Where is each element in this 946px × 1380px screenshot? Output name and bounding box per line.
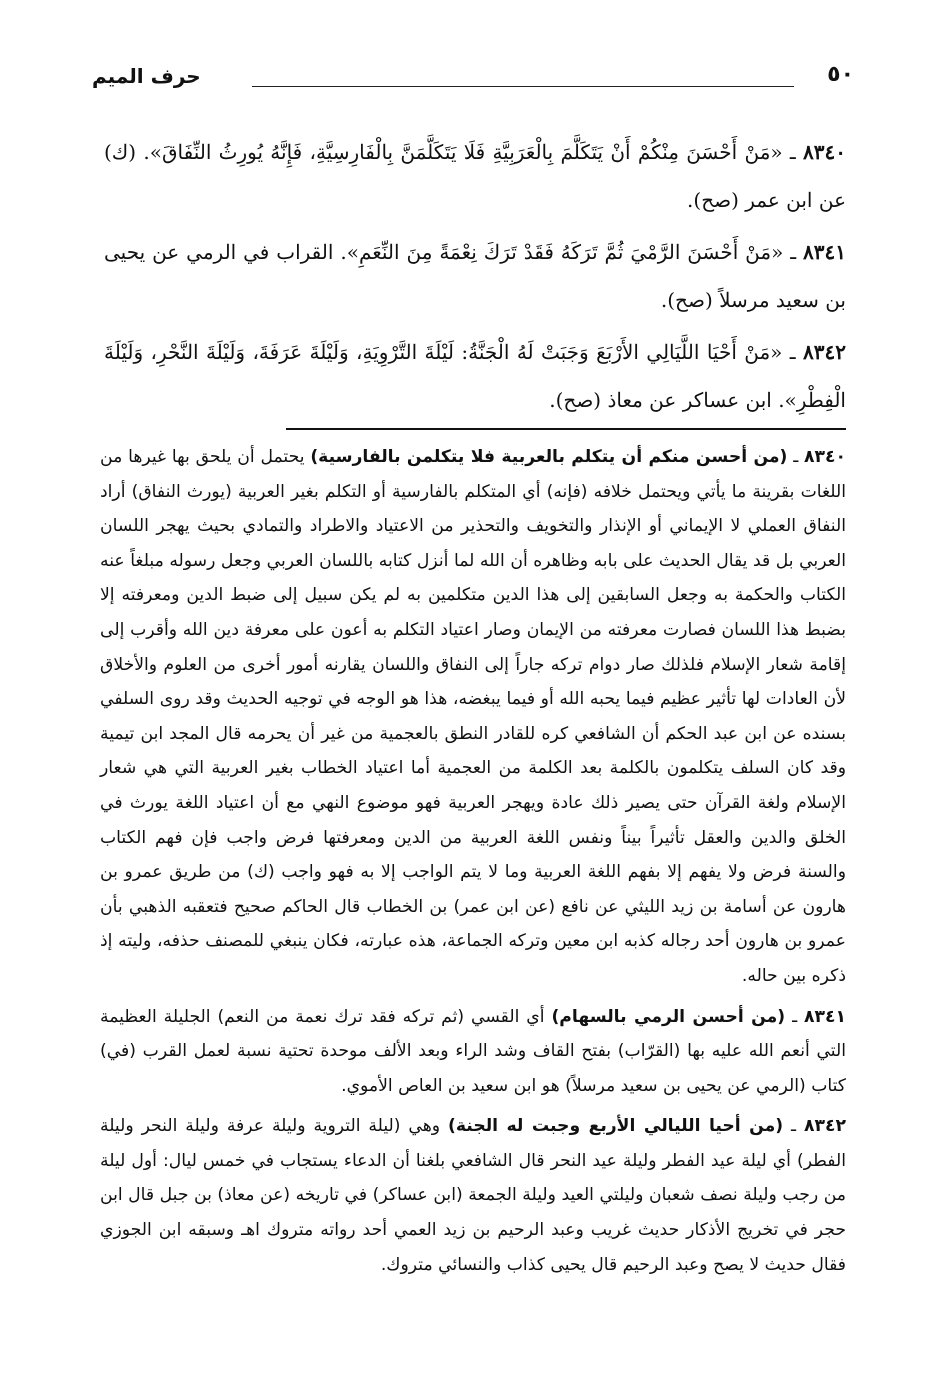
commentary-8341: ٨٣٤١ ـ (من أحسن الرمي بالسهام) أي القسي (ثم تركه فقد ترك نعمة من النعم) الجليلة العظيمة التي أنعم الله عليه بها (القرّاب) بفتح القاف وشد الراء وبعد الألف موحدة تحتية نسبة لعمل القرب (في) كتاب (الرمي عن يحيى بن سعيد مرسلاً) هو ابن سعيد بن العاص الأموي. bbox=[100, 1006, 846, 1096]
hadith-text: «مَنْ أَحْيَا اللَّيَالِي الأَرْبَعَ وَجَبَتْ لَهُ الْجَنَّةُ: لَيْلَةَ التَّرْوِيَةِ، وَلَيْلَةَ عَرَفَةَ، وَلَيْلَةَ النَّحْرِ، وَلَيْلَةَ الْفِطْرِ». bbox=[104, 340, 846, 412]
commentary-number: ٨٣٤٠ bbox=[804, 447, 847, 467]
hadith-source: القراب في الرمي عن يحيى بن سعيد مرسلاً (صح). bbox=[104, 240, 846, 312]
hadith-8341: ٨٣٤١ ـ «مَنْ أَحْسَنَ الرَّمْيَ ثُمَّ تَرَكَهُ فَقَدْ تَرَكَ نِعْمَةً مِنَ النِّعَمِ». القراب في الرمي عن يحيى بن سعيد مرسلاً (صح). bbox=[104, 240, 846, 312]
hadith-text: «مَنْ أَحْسَنَ مِنْكُمْ أَنْ يَتَكَلَّمَ بِالْعَرَبِيَّةِ فَلَا يَتَكَلَّمَنَّ بِالْفَارِسِيَّةِ، فَإِنَّهُ يُورِثُ النِّفَاقَ». bbox=[143, 140, 783, 164]
hadith-number: ٨٣٤٠ bbox=[803, 140, 847, 164]
commentary-8340: ٨٣٤٠ ـ (من أحسن منكم أن يتكلم بالعربية فلا يتكلمن بالفارسية) يحتمل أن يلحق بها غيرها من اللغات بقرينة ما يأتي ويحتمل خلافه (فإنه) أي المتكلم بالفارسية أو التكلم بغير العربية (يورث النفاق) أراد النفاق العملي لا الإيماني أو الإنذار والتخويف والتحذير من الاعتياد والاطراد والتمادي بحيث يهجر اللسان العربي بل قد يقال الحديث على بابه وظاهره أن الله لما أنزل كتابه باللسان العربي وجعل رسوله مبلغاً عنه الكتاب والحكمة به وجعل السابقين إلى هذا الدين متكلمين به لم يكن سبيل إلى ضبط الدين ومعرفته إلا بضبط هذا اللسان فصارت معرفته من الإيمان وصار اعتياد التكلم به أعون على معرفة دين الله وأقرب إلى إقامة شعار الإسلام فلذلك صار دوام تركه جاراً إلى النفاق واللسان يقارنه أمور أخرى من العلوم والأخلاق لأن العادات لها تأثير عظيم فيما يحبه الله أو فيما يبغضه، هذا هو الوجه في توجيه الحديث وقد روى السلفي بسنده عن ابن عبد الحكم أن الشافعي كره للقادر النطق بالعجمية من غير أن يحرمه قال المجد ابن تيمية وقد كان السلف يتكلمون بالكلمة بعد الكلمة من العجمية أما اعتياد الخطاب بغير العربية التي هي شعار الإسلام ولغة القرآن حتى يصير ذلك عادة ويهجر العربية فهو موضوع النهي مع أن اعتياد اللغة يورث في الخلق والدين والعقل تأثيراً بيناً ونفس اللغة العربية من الدين ومعرفتها فرض واجب فإن فهم الكتاب والسنة فرض ولا يفهم إلا بفهم اللغة العربية وما لا يتم الواجب إلا به فهو واجب (ك) من طريق عمرو بن هارون عن أسامة بن زيد الليثي عن نافع (عن ابن عمر) بن الخطاب قال الحاكم صحيح فتعقبه الذهبي بأن عمرو بن هارون أحد رجاله كذبه ابن معين وتركه الجماعة، هذه عبارته، فكان ينبغي للمصنف حذفه، وليته إذ ذكره بين حاله. bbox=[100, 447, 847, 986]
commentary-text: يحتمل أن يلحق بها غيرها من اللغات بقرينة ما يأتي ويحتمل خلافه (فإنه) أي المتكلم بالفارسية أو التكلم بغير العربية (يورث النفاق) أراد النفاق العملي لا الإيماني أو الإنذار والتخويف والتحذير من الاعتياد والاطراد والتمادي بحيث يهجر اللسان العربي بل قد يقال الحديث على بابه وظاهره أن الله لما أنزل كتابه باللسان العربي وجعل رسوله مبلغاً عنه الكتاب والحكمة به وجعل السابقين إلى هذا الدين متكلمين به لم يكن سبيل إلى ضبط الدين ومعرفته إلا بضبط هذا اللسان فصارت معرفته من الإيمان وصار اعتياد التكلم به أعون على معرفة دين الله وأقرب إلى إقامة شعار الإسلام فلذلك صار دوام تركه جاراً إلى النفاق واللسان يقارنه أمور أخرى من العلوم والأخلاق لأن العادات لها تأثير عظيم فيما يحبه الله أو فيما يبغضه، هذا هو الوجه في توجيه الحديث وقد روى السلفي بسنده عن ابن عبد الحكم أن الشافعي كره للقادر النطق بالعجمية من غير أن يحرمه قال المجد ابن تيمية وقد كان السلف يتكلمون بالكلمة بعد الكلمة من العجمية أما اعتياد الخطاب بغير العربية التي هي شعار الإسلام ولغة القرآن حتى يصير ذلك عادة ويهجر العربية فهو موضوع النهي مع أن اعتياد اللغة يورث في الخلق والدين والعقل تأثيراً بيناً ونفس اللغة العربية من الدين ومعرفتها فرض واجب فإن فهم الكتاب والسنة فرض ولا يفهم إلا بفهم اللغة العربية وما لا يتم الواجب إلا به فهو واجب (ك) من طريق عمرو بن هارون عن أسامة بن زيد الليثي عن نافع (عن ابن عمر) بن الخطاب قال الحاكم صحيح فتعقبه الذهبي بأن عمرو بن هارون أحد رجاله كذبه ابن معين وتركه الجماعة، هذه عبارته، فكان ينبغي للمصنف حذفه، وليته إذ ذكره بين حاله. bbox=[100, 447, 846, 986]
commentary-8342: ٨٣٤٢ ـ (من أحيا الليالي الأربع وجبت له الجنة) وهي (ليلة التروية وليلة عرفة وليلة النحر وليلة الفطر) أي ليلة عيد الفطر وليلة عيد النحر قال الشافعي بلغنا أن الدعاء يستجاب في خمس ليال: أول ليلة من رجب وليلة نصف شعبان وليلتي العيد وليلة الجمعة (ابن عساكر) في تاريخه (عن معاذ) بن جبل قال ابن حجر في تخريج الأذكار حديث غريب وعبد الرحيم بن زيد العمي أحد رواته متروك اهـ وسبقه ابن الجوزي فقال حديث لا يصح وعبد الرحيم قال يحيى كذاب والنسائي متروك. bbox=[100, 1116, 846, 1275]
hadith-source: (ك) عن ابن عمر (صح). bbox=[104, 140, 846, 212]
hadith-texts bbox=[104, 128, 846, 428]
header-rule bbox=[252, 86, 794, 87]
commentary-lead: (من أحيا الليالي الأربع وجبت له الجنة) bbox=[448, 1116, 784, 1137]
commentary-lead: (من أحسن منكم أن يتكلم بالعربية فلا يتكلمن بالفارسية) bbox=[310, 447, 788, 467]
commentary-number: ٨٣٤١ bbox=[804, 1006, 846, 1027]
page-number: ٥٠ bbox=[827, 62, 854, 87]
commentary-number: ٨٣٤٢ bbox=[804, 1116, 846, 1137]
page-header bbox=[92, 62, 854, 92]
hadith-number: ٨٣٤١ bbox=[803, 240, 846, 264]
section-divider bbox=[286, 428, 846, 430]
hadith-number: ٨٣٤٢ bbox=[803, 340, 846, 364]
commentary-lead: (من أحسن الرمي بالسهام) bbox=[551, 1006, 786, 1027]
commentary-section bbox=[100, 440, 846, 1282]
hadith-8340: ٨٣٤٠ ـ «مَنْ أَحْسَنَ مِنْكُمْ أَنْ يَتَكَلَّمَ بِالْعَرَبِيَّةِ فَلَا يَتَكَلَّمَنَّ بِالْفَارِسِيَّةِ، فَإِنَّهُ يُورِثُ النِّفَاقَ». (ك) عن ابن عمر (صح). bbox=[104, 140, 847, 212]
commentary-text: وهي (ليلة التروية وليلة عرفة وليلة النحر وليلة الفطر) أي ليلة عيد الفطر وليلة عيد النحر قال الشافعي بلغنا أن الدعاء يستجاب في خمس ليال: أول ليلة من رجب وليلة نصف شعبان وليلتي العيد وليلة الجمعة (ابن عساكر) في تاريخه (عن معاذ) بن جبل قال ابن حجر في تخريج الأذكار حديث غريب وعبد الرحيم بن زيد العمي أحد رواته متروك اهـ وسبقه ابن الجوزي فقال حديث لا يصح وعبد الرحيم قال يحيى كذاب والنسائي متروك. bbox=[100, 1116, 846, 1275]
commentary-text: أي القسي (ثم تركه فقد ترك نعمة من النعم) الجليلة العظيمة التي أنعم الله عليه بها (القرّاب) بفتح القاف وشد الراء وبعد الألف موحدة تحتية نسبة لعمل القرب (في) كتاب (الرمي عن يحيى بن سعيد مرسلاً) هو ابن سعيد بن العاص الأموي. bbox=[100, 1006, 846, 1096]
hadith-source: ابن عساكر عن معاذ (صح). bbox=[549, 388, 772, 412]
chapter-title: حرف الميم bbox=[92, 64, 201, 88]
hadith-text: «مَنْ أَحْسَنَ الرَّمْيَ ثُمَّ تَرَكَهُ فَقَدْ تَرَكَ نِعْمَةً مِنَ النِّعَمِ». bbox=[340, 240, 784, 264]
hadith-8342: ٨٣٤٢ ـ «مَنْ أَحْيَا اللَّيَالِي الأَرْبَعَ وَجَبَتْ لَهُ الْجَنَّةُ: لَيْلَةَ التَّرْوِيَةِ، وَلَيْلَةَ عَرَفَةَ، وَلَيْلَةَ النَّحْرِ، وَلَيْلَةَ الْفِطْرِ». ابن عساكر عن معاذ (صح). bbox=[104, 340, 846, 412]
